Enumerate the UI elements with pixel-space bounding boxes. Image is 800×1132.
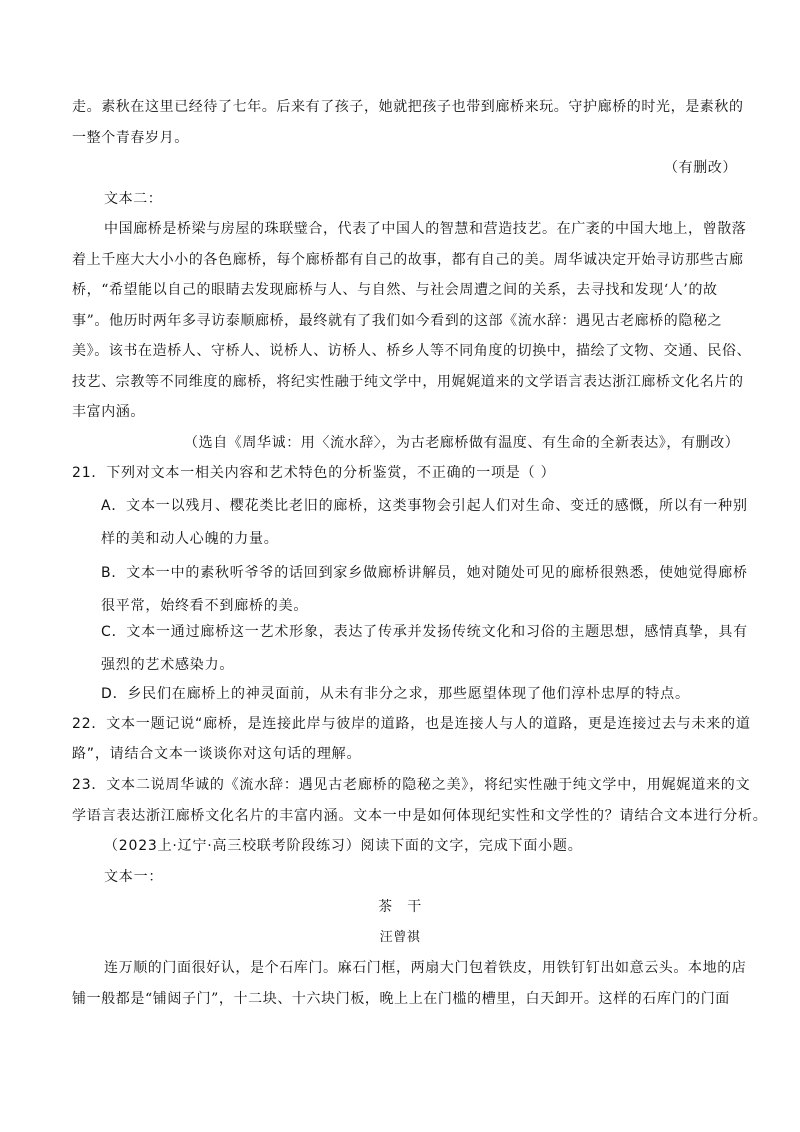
question-22-line2: 路”，请结合文本一谈谈你对这句话的理解。: [72, 746, 362, 762]
next-text-one-heading: 文本一：: [104, 869, 164, 885]
question-21-option-c-line2: 强烈的艺术感染力。: [101, 657, 235, 673]
question-22-line1: 22．文本一题记说“廊桥，是连接此岸与彼岸的道路，也是连接人与人的道路，更是连接过去与未来的道: [72, 716, 751, 732]
question-21-stem: 21．下列对文本一相关内容和艺术特色的分析鉴赏，不正确的一项是（ ）: [72, 465, 556, 481]
text-two-line3: 桥，“希望能以自己的眼睛去发现廊桥与人、与自然、与社会周遭之间的关系，去寻找和发现‘人’的故: [72, 282, 718, 298]
question-23-line2: 学语言表达浙江廊桥文化名片的丰富内涵。文本一中是如何体现纪实性和文学性的？请结合文本进行分析。: [72, 808, 768, 824]
question-21-option-b-line1: B．文本一中的素秋听爷爷的话回到家乡做廊桥讲解员，她对随处可见的廊桥很熟悉，使她觉得廊桥: [101, 565, 748, 581]
story-paragraph-line1: 连万顺的门面很好认，是个石库门。麻石门框，两扇大门包着铁皮，用铁钉钉出如意云头。本地的店: [104, 960, 747, 976]
story-paragraph-line2: 铺一般都是“铺闼子门”，十二块、十六块门板，晚上上在门槛的槽里，白天卸开。这样的石库门的门面: [72, 991, 730, 1007]
question-21-option-d: D．乡民们在廊桥上的神灵面前，从未有非分之求，那些愿望体现了他们淳朴忠厚的特点。: [101, 686, 690, 702]
text-two-line2: 着上千座大大小小的各色廊桥，每个廊桥都有自己的故事，都有自己的美。周华诚决定开始寻访那些古廊: [72, 252, 744, 268]
text-two-line1: 中国廊桥是桥梁与房屋的珠联璧合，代表了中国人的智慧和营造技艺。在广袤的中国大地上，曾散落: [104, 221, 747, 237]
text-one-paragraph-end-line2: 一整个青春岁月。: [72, 130, 189, 146]
text-two-line7: 丰富内涵。: [72, 404, 145, 420]
question-21-option-b-line2: 很平常，始终看不到廊桥的美。: [101, 598, 309, 614]
text-one-paragraph-end-line1: 走。素秋在这里已经待了七年。后来有了孩子，她就把孩子也带到廊桥来玩。守护廊桥的时光，是素秋的: [72, 99, 744, 115]
question-23-line1: 23．文本二说周华诚的《流水辞：遇见古老廊桥的隐秘之美》，将纪实性融于纯文学中，用娓娓道来的文: [72, 777, 751, 793]
story-author: 汪曾祺: [379, 930, 421, 945]
text-two-heading: 文本二：: [104, 191, 163, 207]
text-two-source-note: （选自《周华诚：用〈流水辞〉，为古老廊桥做有温度、有生命的全新表达》，有删改）: [184, 435, 740, 451]
question-21-option-a-line1: A．文本一以残月、樱花类比老旧的廊桥，这类事物会引起人们对生命、变迁的感慨，所以有一种别: [101, 498, 748, 514]
question-21-option-a-line2: 样的美和动人心魄的力量。: [101, 531, 279, 547]
text-two-line6: 技艺、宗教等不同维度的廊桥，将纪实性融于纯文学中，用娓娓道来的文学语言表达浙江廊桥文化名片的: [72, 374, 744, 390]
text-one-source-note: （有删改）: [664, 160, 737, 176]
question-21-option-c-line1: C．文本一通过廊桥这一艺术形象，表达了传承并发扬传统文化和习俗的主题思想，感情真挚，具有: [101, 624, 748, 640]
next-section-intro: （2023上·辽宁·高三校联考阶段练习）阅读下面的文字，完成下面小题。: [104, 838, 583, 854]
text-two-line4: 事”。他历时两年多寻访泰顺廊桥，最终就有了我们如今看到的这部《流水辞：遇见古老廊桥的隐秘之: [72, 313, 723, 329]
story-title: 茶 干: [378, 899, 422, 915]
text-two-line5: 美》。该书在造桥人、守桥人、说桥人、访桥人、桥乡人等不同角度的切换中，描绘了文物、交通、民俗、: [72, 343, 752, 359]
